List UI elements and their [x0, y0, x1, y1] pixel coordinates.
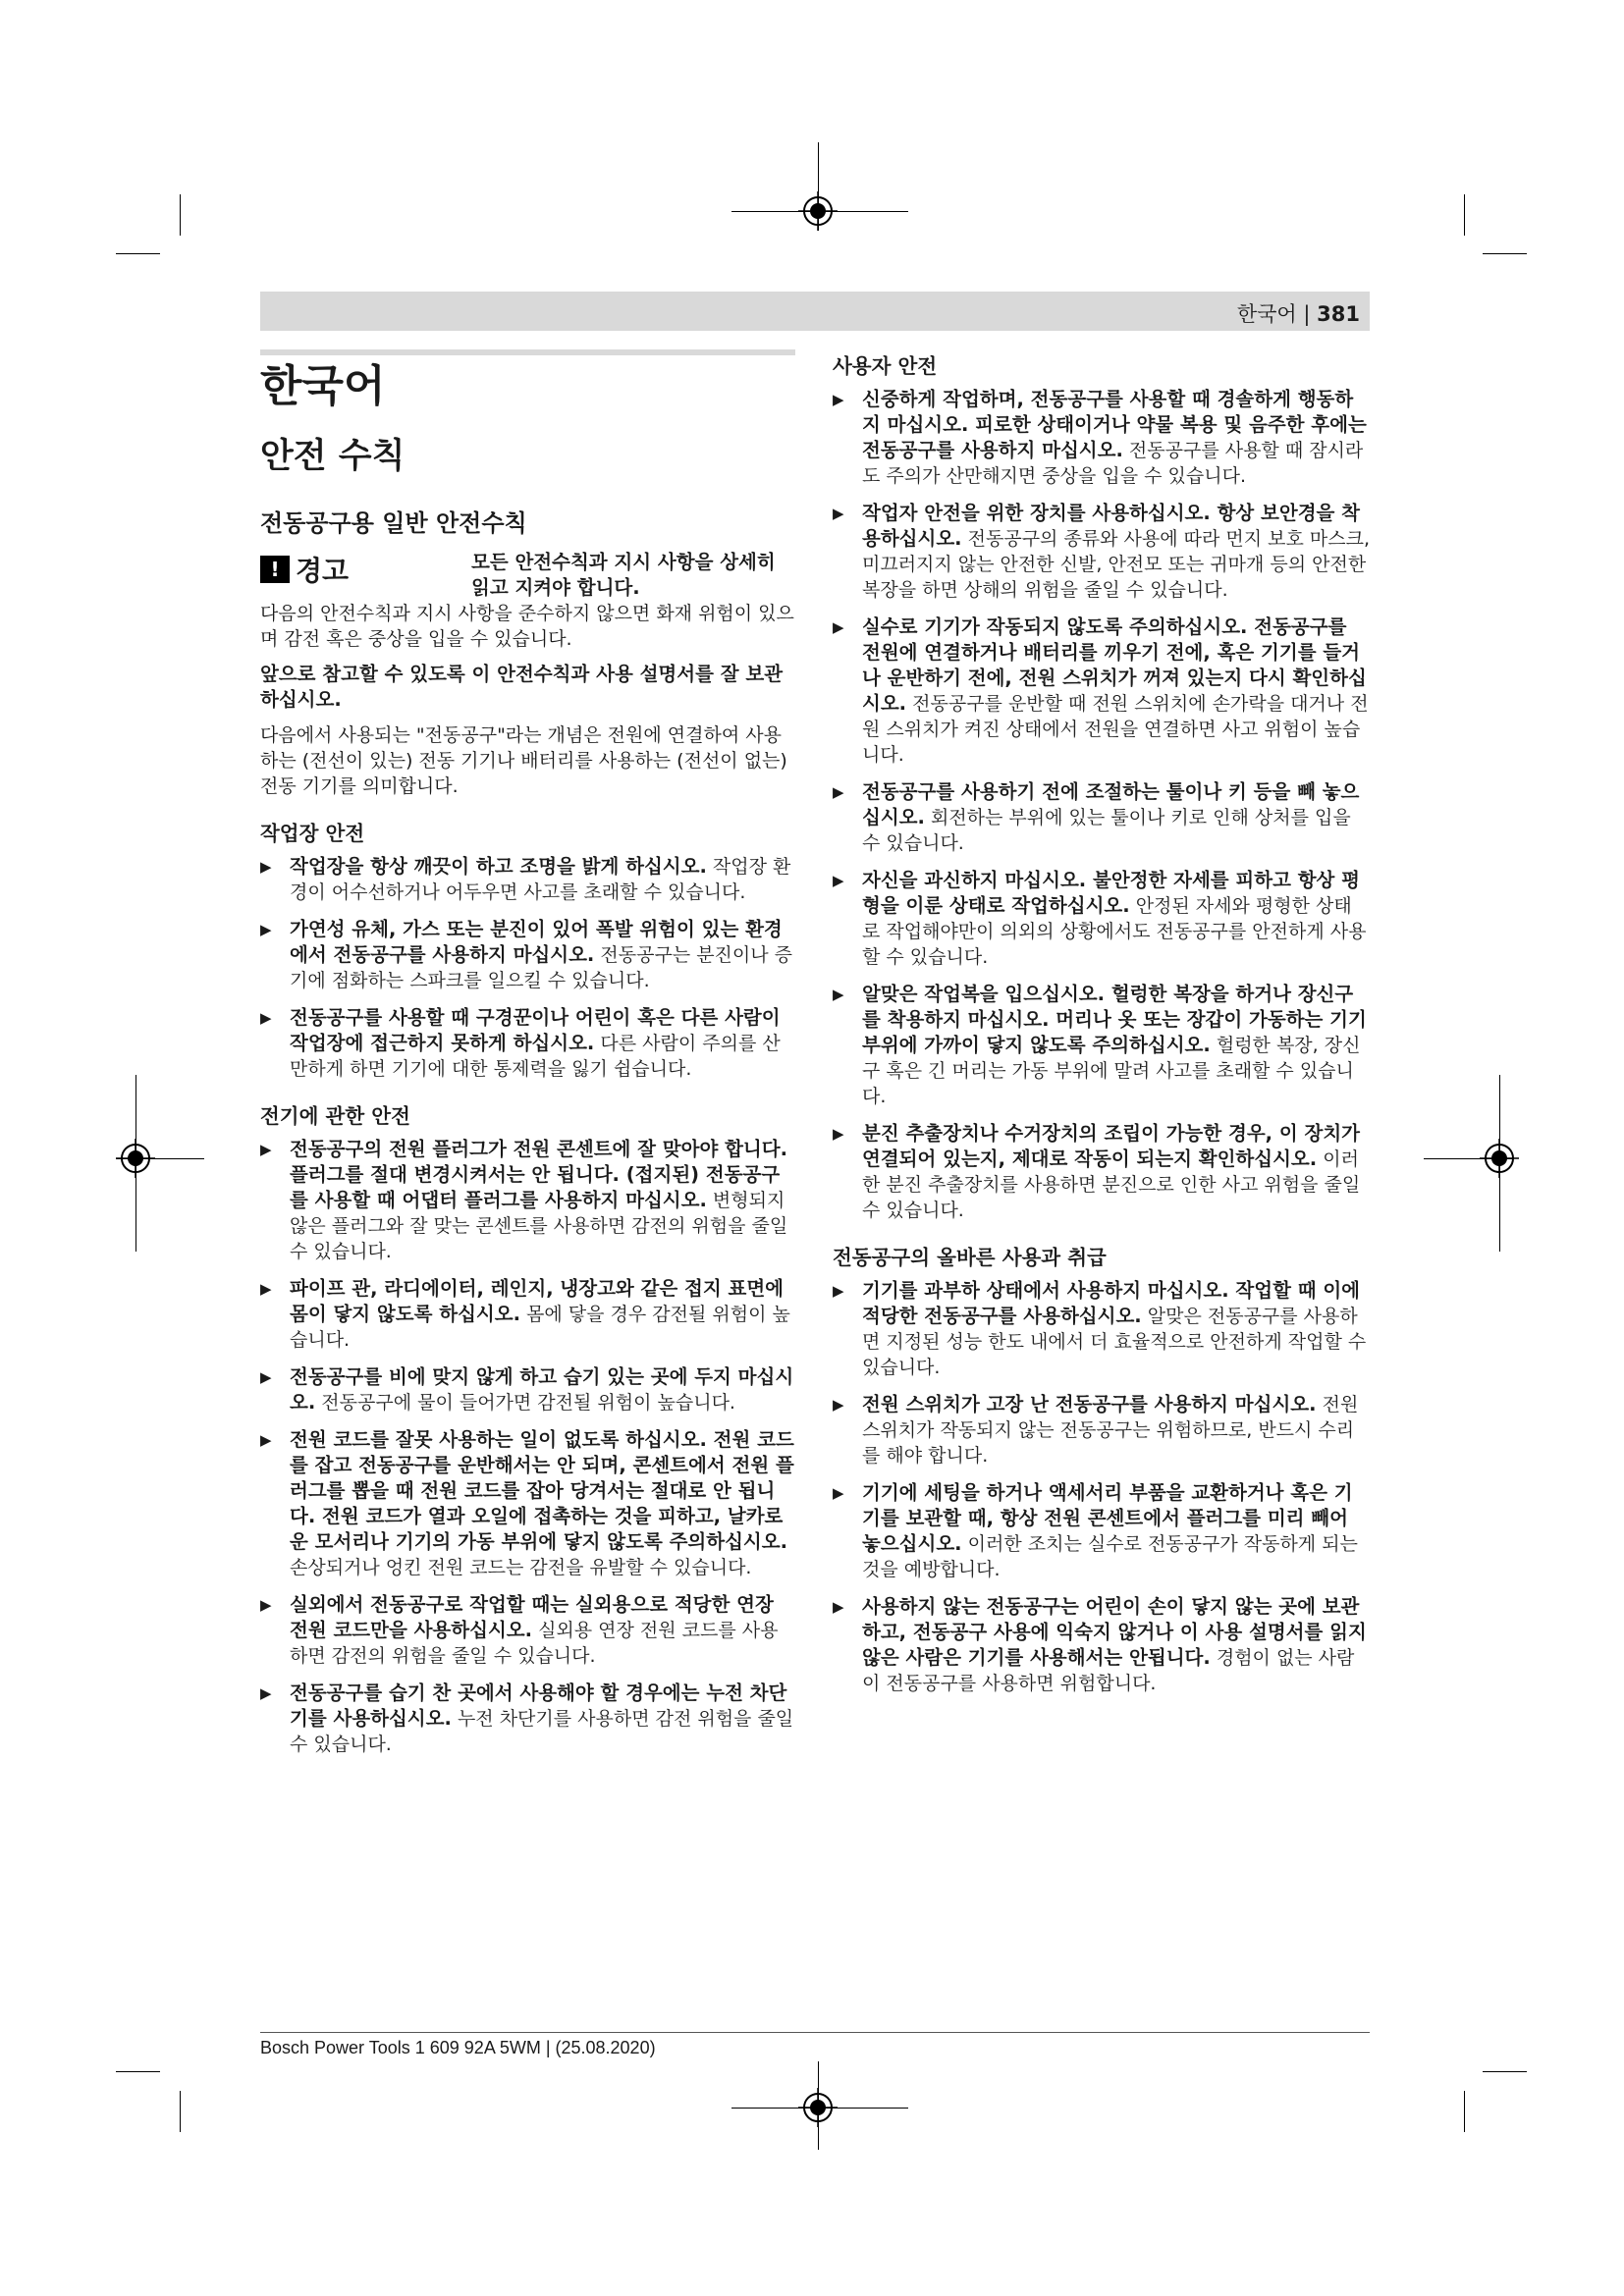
bullet-arrow-icon: ▶: [833, 986, 844, 1003]
section-heading-workplace: 작업장 안전: [260, 821, 365, 845]
section-heading-electrical: 전기에 관한 안전: [260, 1103, 410, 1128]
bullet-arrow-icon: ▶: [833, 391, 844, 408]
bullet-arrow-icon: ▶: [833, 505, 844, 522]
list-item: ▶ 기기를 과부하 상태에서 사용하지 마십시오. 작업할 때 이에 적당한 전동공구를 사용하십시오. 알맞은 전동공구를 사용하면 지정된 성능 한도 내에서 더 효율적으로 안전하게 작업할 수 있습니다.: [833, 1279, 1367, 1378]
warning-word: 경고: [296, 554, 350, 587]
header-language: 한국어: [1236, 302, 1297, 326]
definition-text: 다음에서 사용되는 "전동공구"라는 개념은 전원에 연결하여 사용하는 (전선이 있는) 전동 기기나 배터리를 사용하는 (전선이 없는) 전동 기기를 의미합니다.: [260, 723, 787, 797]
tool-use-list: [833, 1278, 1370, 1696]
list-item: ▶ 기기에 세팅을 하거나 액세서리 부품을 교환하거나 혹은 기기를 보관할 때, 항상 전원 콘센트에서 플러그를 미리 빼어 놓으십시오. 이러한 조치는 실수로 전동공구가 작동하게 되는 것을 예방합니다.: [833, 1481, 1358, 1580]
list-item: ▶ 실수로 기기가 작동되지 않도록 주의하십시오. 전동공구를 전원에 연결하거나 배터리를 끼우기 전에, 혹은 기기를 들거나 운반하기 전에, 전원 스위치가 꺼져 있는지 다시 확인하십시오. 전동공구를 운반할 때 전원 스위치에 손가락을 대거나 전원 스위치가 켜진 상태에서 전원을 연결하면 사고 위험이 높습니다.: [833, 615, 1369, 766]
warning-bold-text: 모든 안전수칙과 지시 사항을 상세히 읽고 지켜야 합니다.: [471, 550, 776, 599]
crop-mark: [1464, 194, 1465, 236]
workplace-list: [260, 854, 795, 1082]
personal-list: [833, 387, 1370, 1223]
crop-mark: [180, 2091, 181, 2132]
bullet-arrow-icon: ▶: [833, 1484, 844, 1502]
bullet-arrow-icon: ▶: [833, 872, 844, 889]
bullet-arrow-icon: ▶: [260, 1008, 272, 1027]
list-item: ▶ 전원 코드를 잘못 사용하는 일이 없도록 하십시오. 전원 코드를 잡고 전동공구를 운반해서는 안 되며, 콘센트에서 전원 플러그를 뽑을 때 전원 코드를 잡아 당겨서는 절대로 안 됩니다. 전원 코드가 열과 오일에 접촉하는 것을 피하고, 날카로운 모서리나 기기의 가동 부위에 닿지 않도록 주의하십시오. 손상되거나 엉킨 전원 코드는 감전을 유발할 수 있습니다.: [260, 1427, 794, 1578]
list-item: ▶ 전동공구를 습기 찬 곳에서 사용해야 할 경우에는 누전 차단기를 사용하십시오. 누전 차단기를 사용하면 감전 위험을 줄일 수 있습니다.: [260, 1681, 794, 1755]
bullet-arrow-icon: ▶: [833, 618, 844, 636]
footer-rule: [260, 2032, 1370, 2033]
bullet-arrow-icon: ▶: [260, 1140, 272, 1158]
list-item: ▶ 알맞은 작업복을 입으십시오. 헐렁한 복장을 하거나 장신구를 착용하지 마십시오. 머리나 옷 또는 장갑이 가동하는 기기 부위에 가까이 닿지 않도록 주의하십시오. 헐렁한 복장, 장신구 혹은 긴 머리는 가동 부위에 말려 사고를 초래할 수 있습니다.: [833, 983, 1367, 1107]
list-item: ▶ 가연성 유체, 가스 또는 분진이 있어 폭발 위험이 있는 환경에서 전동공구를 사용하지 마십시오. 전동공구는 분진이나 증기에 점화하는 스파크를 일으킬 수 있습니다.: [260, 917, 793, 991]
bullet-arrow-icon: ▶: [260, 1430, 272, 1449]
list-item: ▶ 파이프 관, 라디에이터, 레인지, 냉장고와 같은 접지 표면에 몸이 닿지 않도록 하십시오. 몸에 닿을 경우 감전될 위험이 높습니다.: [260, 1276, 790, 1351]
page-footer: Bosch Power Tools 1 609 92A 5WM | (25.08.2020): [260, 2038, 656, 2057]
keep-notice: 앞으로 참고할 수 있도록 이 안전수칙과 사용 설명서를 잘 보관하십시오.: [260, 662, 784, 711]
registration-mark-icon: [798, 2088, 838, 2127]
right-column: [833, 349, 1370, 1708]
header-text: 한국어 | 381: [1236, 302, 1360, 326]
list-item: ▶ 신중하게 작업하며, 전동공구를 사용할 때 경솔하게 행동하지 마십시오. 피로한 상태이거나 약물 복용 및 음주한 후에는 전동공구를 사용하지 마십시오. 전동공구를 사용할 때 잠시라도 주의가 산만해지면 중상을 입을 수 있습니다.: [833, 388, 1367, 487]
electrical-list: [260, 1137, 795, 1757]
crop-mark: [1483, 2071, 1527, 2072]
registration-mark-icon: [1480, 1139, 1519, 1178]
bullet-arrow-icon: ▶: [833, 1598, 844, 1616]
list-item: ▶ 사용하지 않는 전동공구는 어린이 손이 닿지 않는 곳에 보관하고, 전동공구 사용에 익숙지 않거나 이 사용 설명서를 읽지 않은 사람은 기기를 사용해서는 안됩니다. 경험이 없는 사람이 전동공구를 사용하면 위험합니다.: [833, 1595, 1367, 1694]
bullet-arrow-icon: ▶: [260, 857, 272, 876]
list-item: ▶ 전동공구를 사용하기 전에 조절하는 툴이나 키 등을 빼 놓으십시오. 회전하는 부위에 있는 툴이나 키로 인해 상처를 입을 수 있습니다.: [833, 780, 1360, 854]
warning-label: [260, 550, 471, 589]
warning-triangle-icon: !: [260, 556, 290, 583]
registration-mark-icon: [116, 1139, 155, 1178]
list-item: ▶ 분진 추출장치나 수거장치의 조립이 가능한 경우, 이 장치가 연결되어 있는지, 제대로 작동이 되는지 확인하십시오. 이러한 분진 추출장치를 사용하면 분진으로 인한 사고 위험을 줄일 수 있습니다.: [833, 1122, 1361, 1221]
warning-block: [260, 550, 795, 601]
list-item: ▶ 전동공구를 사용할 때 구경꾼이나 어린이 혹은 다른 사람이 작업장에 접근하지 못하게 하십시오. 다른 사람이 주의를 산만하게 하면 기기에 대한 통제력을 잃기 쉽습니다.: [260, 1005, 781, 1080]
crop-mark: [1483, 253, 1527, 254]
section-heading-personal: 사용자 안전: [833, 354, 938, 378]
list-item: ▶ 전동공구를 비에 맞지 않게 하고 습기 있는 곳에 두지 마십시오. 전동공구에 물이 들어가면 감전될 위험이 높습니다.: [260, 1364, 794, 1414]
bullet-arrow-icon: ▶: [833, 1396, 844, 1414]
list-item: ▶ 작업장을 항상 깨끗이 하고 조명을 밝게 하십시오. 작업장 환경이 어수선하거나 어두우면 사고를 초래할 수 있습니다.: [260, 854, 791, 903]
list-item: ▶ 전동공구의 전원 플러그가 전원 콘센트에 잘 맞아야 합니다. 플러그를 절대 변경시켜서는 안 됩니다. (접지된) 전동공구를 사용할 때 어댑터 플러그를 사용하지 마십시오. 변형되지 않은 플러그와 잘 맞는 콘센트를 사용하면 감전의 위험을 줄일 수 있습니다.: [260, 1137, 788, 1262]
section-heading-tool-use: 전동공구의 올바른 사용과 취급: [833, 1246, 1107, 1269]
crop-mark: [1464, 2091, 1465, 2132]
bullet-arrow-icon: ▶: [260, 1595, 272, 1614]
section-title: 안전 수칙: [260, 437, 406, 477]
bullet-arrow-icon: ▶: [260, 1279, 272, 1298]
left-column: [260, 349, 795, 1769]
bullet-arrow-icon: ▶: [260, 1367, 272, 1386]
bullet-arrow-icon: ▶: [833, 783, 844, 801]
page-number: 381: [1317, 302, 1360, 326]
crop-mark: [116, 2071, 160, 2072]
crop-mark: [180, 194, 181, 236]
registration-mark-icon: [798, 191, 838, 231]
bullet-arrow-icon: ▶: [260, 920, 272, 938]
crop-mark: [116, 253, 160, 254]
subsection-title: 전동공구용 일반 안전수칙: [260, 508, 527, 537]
bullet-arrow-icon: ▶: [260, 1683, 272, 1702]
warning-text: 다음의 안전수칙과 지시 사항을 준수하지 않으면 화재 위험이 있으며 감전 혹은 중상을 입을 수 있습니다.: [260, 602, 794, 650]
bullet-arrow-icon: ▶: [833, 1282, 844, 1300]
section-rule: [260, 349, 795, 355]
list-item: ▶ 작업자 안전을 위한 장치를 사용하십시오. 항상 보안경을 착용하십시오. 전동공구의 종류와 사용에 따라 먼지 보호 마스크, 미끄러지지 않는 안전한 신발, 안전모 또는 귀마개 등의 안전한 복장을 하면 상해의 위험을 줄일 수 있습니다.: [833, 502, 1370, 601]
list-item: ▶ 자신을 과신하지 마십시오. 불안정한 자세를 피하고 항상 평형을 이룬 상태로 작업하십시오. 안정된 자세와 평형한 상태로 작업해야만이 의외의 상황에서도 전동공구를 안전하게 사용할 수 있습니다.: [833, 869, 1367, 968]
page-title: 한국어: [260, 361, 386, 411]
page-header: [260, 292, 1370, 331]
bullet-arrow-icon: ▶: [833, 1125, 844, 1143]
list-item: ▶ 전원 스위치가 고장 난 전동공구를 사용하지 마십시오. 전원 스위치가 작동되지 않는 전동공구는 위험하므로, 반드시 수리를 해야 합니다.: [833, 1393, 1359, 1467]
list-item: ▶ 실외에서 전동공구로 작업할 때는 실외용으로 적당한 연장 전원 코드만을 사용하십시오. 실외용 연장 전원 코드를 사용하면 감전의 위험을 줄일 수 있습니다.: [260, 1592, 779, 1667]
